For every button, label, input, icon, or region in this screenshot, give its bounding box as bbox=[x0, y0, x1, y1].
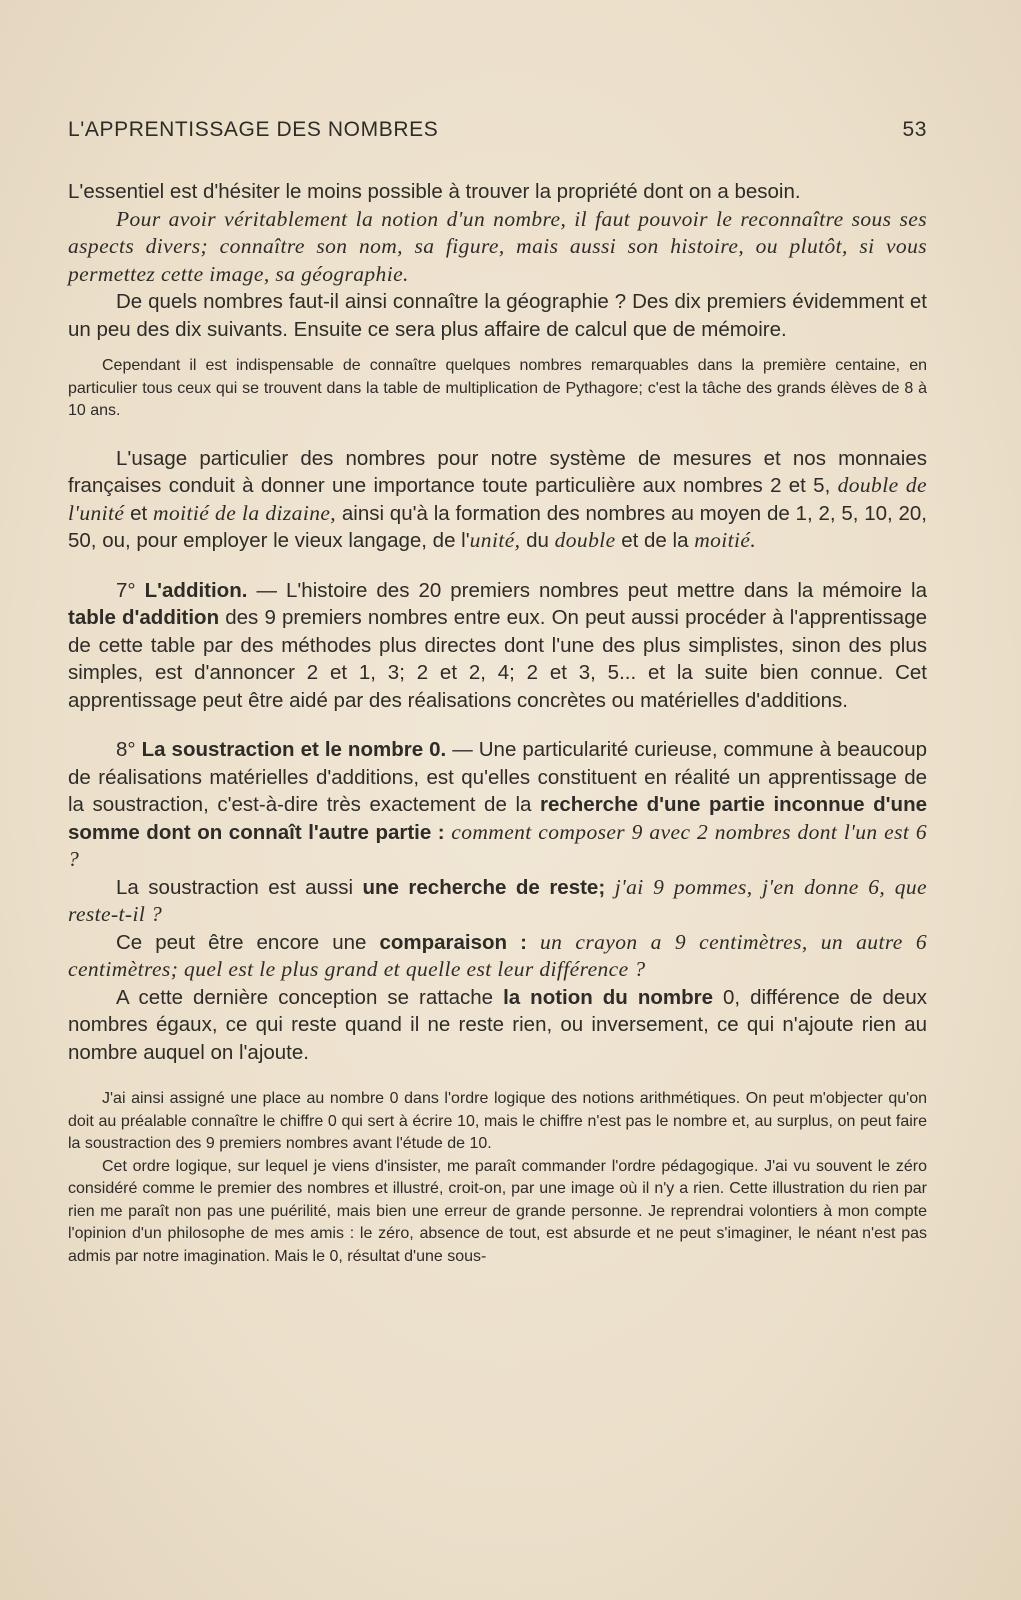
running-title: L'APPRENTISSAGE DES NOMBRES bbox=[68, 118, 439, 141]
paragraph: L'essentiel est d'hésiter le moins possible à trouver la propriété dont on a besoin. bbox=[68, 180, 801, 203]
paragraph: A cette dernière conception se rattache la notion du nombre 0, différence de deux nombres égaux, ce qui reste quand il ne reste rien, ou inversement, ce qui n'ajoute rien au nombre auquel on l'ajoute. bbox=[68, 985, 927, 1064]
paragraph: De quels nombres faut-il ainsi connaître la géographie ? Des dix premiers évidemment et un peu des dix suivants. Ensuite ce sera plus affaire de calcul que de mémoire. bbox=[68, 290, 927, 341]
paragraph: La soustraction est aussi une recherche de reste; j'ai 9 pommes, j'en donne 6, que reste-t-il ? bbox=[68, 874, 927, 926]
footnote-paragraph: Cet ordre logique, sur lequel je viens d'insister, me paraît commander l'ordre pédagogique. J'ai vu souvent le zéro considéré comme le premier des nombres et illustré, croit-on, par une image où il n'y a rien. Cette illustration du rien par rien me paraît non pas une puérilité, mais bien une erreur de grande personne. Je reprendrai volontiers à mon compte l'opinion d'un philosophe de mes amis : le zéro, absence de tout, est absurde et ne peut s'imaginer, le néant n'est pas admis par notre imagination. Mais le 0, résultat d'une sous- bbox=[68, 1157, 927, 1265]
page-header bbox=[68, 118, 927, 142]
section-soustraction: 8° La soustraction et le nombre 0. — Une particularité curieuse, commune à beaucoup de réalisations matérielles d'additions, est qu'elles constituent en réalité un apprentissage de la soustraction, c'est-à-dire très exactement de la recherche d'une partie inconnue d'une somme dont on connaît l'autre partie : comment composer 9 avec 2 nombres dont l'un est 6 ? bbox=[68, 738, 928, 871]
footnote-paragraph: J'ai ainsi assigné une place au nombre 0 dans l'ordre logique des notions arithmétiques. On peut m'objecter qu'on doit au préalable connaître le chiffre 0 qui sert à écrire 10, mais le chiffre n'est pas le nombre et, au surplus, on peut faire la soustraction des 9 premiers nombres avant l'étude de 10. bbox=[68, 1090, 927, 1152]
footnote-paragraph: Cependant il est indispensable de connaître quelques nombres remarquables dans la première centaine, en particulier tous ceux qui se trouvent dans la table de multiplication de Pythagore; c'est la tâche des grands élèves de 8 à 10 ans. bbox=[68, 357, 927, 419]
section-title: La soustraction et le nombre 0. bbox=[141, 738, 447, 761]
page-body bbox=[68, 178, 927, 1268]
section-title: L'addition. bbox=[144, 578, 248, 602]
italic-paragraph: Pour avoir véritablement la notion d'un nombre, il faut pouvoir le reconnaître sous ses aspects divers; connaître son nom, sa figure, mais aussi son histoire, ou plutôt, si vous permettez cette image, sa géographie. bbox=[68, 206, 927, 286]
section-addition: 7° L'addition. — L'histoire des 20 premiers nombres peut mettre dans la mémoire la table d'addition des 9 premiers nombres entre eux. On peut aussi procéder à l'apprentissage de cette table par des méthodes plus directes dont l'une des plus simplistes, sinon des plus simples, est d'annoncer 2 et 1, 3; 2 et 2, 4; 2 et 3, 5... et la suite bien connue. Cet apprentissage peut être aidé par des réalisations concrètes ou matérielles d'additions. bbox=[68, 578, 927, 712]
paragraph: Ce peut être encore une comparaison : un crayon a 9 centimètres, un autre 6 centimètres; quel est le plus grand et quelle est leur différence ? bbox=[68, 929, 927, 981]
paragraph: L'usage particulier des nombres pour notre système de mesures et nos monnaies françaises conduit à donner une importance toute particulière aux nombres 2 et 5, double de l'unité et moitié de la dizaine, ainsi qu'à la formation des nombres au moyen de 1, 2, 5, 10, 20, 50, ou, pour employer le vieux langage, de l'unité, du double et de la moitié. bbox=[68, 446, 927, 552]
page-number: 53 bbox=[902, 118, 927, 141]
